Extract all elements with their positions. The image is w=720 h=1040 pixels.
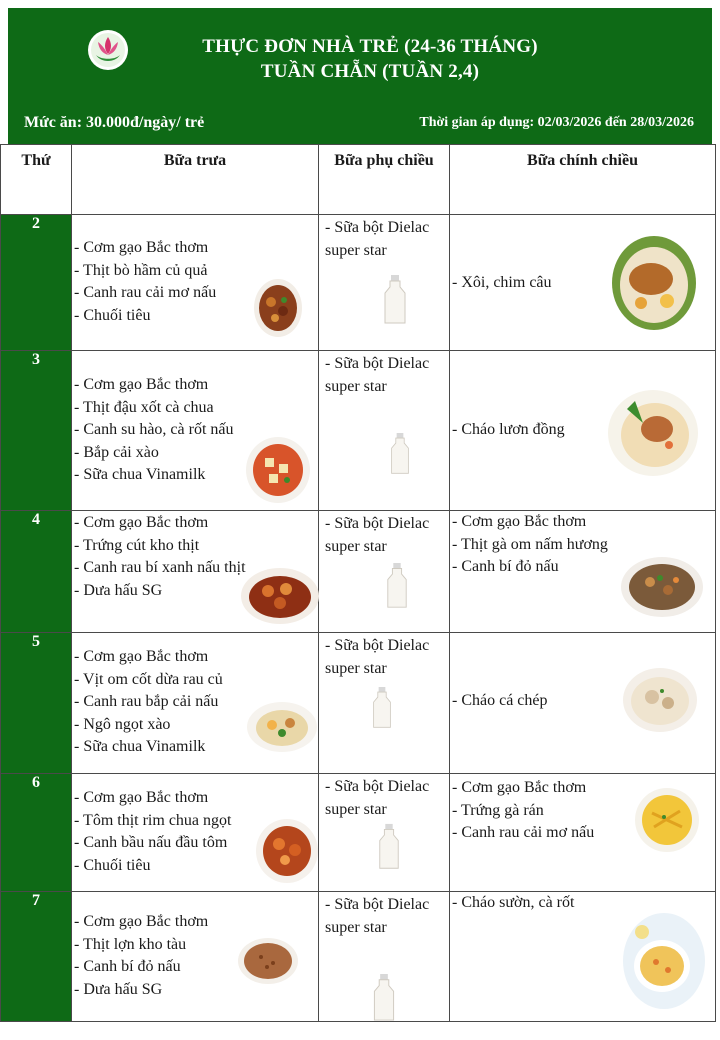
snack-item: - Sữa bột Dielac super star — [325, 778, 430, 818]
quail-egg-pork-photo — [240, 567, 320, 625]
dish-item: - Cháo sườn, cà rốt — [452, 894, 575, 911]
menu-row — [1, 892, 716, 1022]
dish-item: - Dưa hấu SG — [74, 581, 163, 599]
applicable-period: Thời gian áp dụng: 02/03/2026 đến 28/03/2026 — [419, 115, 694, 130]
dinner-cell — [450, 215, 716, 351]
dish-item: - Cơm gạo Bắc thơm — [74, 239, 209, 256]
menu-table — [0, 144, 716, 1022]
eel-porridge-photo — [607, 389, 699, 477]
snack-item: - Sữa bột Dielac super star — [325, 515, 430, 555]
lunch-cell — [72, 774, 319, 892]
snack-item: - Sữa bột Dielac super star — [325, 896, 430, 936]
chicken-mushroom-photo — [620, 556, 704, 618]
day-cell: 5 — [1, 633, 72, 774]
menu-header-row — [1, 145, 716, 215]
snack-cell — [319, 892, 450, 1022]
milk-bottle-icon — [389, 433, 411, 475]
duck-coconut-photo — [246, 701, 318, 753]
dinner-cell — [450, 633, 716, 774]
beef-stew-photo — [253, 278, 303, 338]
dish-item: - Canh rau bí xanh nấu thịt — [74, 559, 246, 576]
snack-cell — [319, 215, 450, 351]
dish-item: - Xôi, chim câu — [452, 274, 552, 291]
dish-item: - Chuối tiêu — [74, 856, 151, 874]
dish-item: - Sữa chua Vinamilk — [74, 738, 206, 755]
snack-cell — [319, 351, 450, 511]
dish-item: - Canh bầu nấu đầu tôm — [74, 834, 228, 851]
dinner-cell — [450, 511, 716, 633]
day-cell: 6 — [1, 774, 72, 892]
dish-item: - Trứng gà rán — [452, 801, 544, 819]
dish-item: - Canh rau cải mơ nấu — [74, 284, 217, 301]
milk-bottle-icon — [371, 974, 397, 1022]
dinner-cell — [450, 351, 716, 511]
dish-item: - Cơm gạo Bắc thơm — [74, 648, 209, 665]
lunch-cell — [72, 511, 319, 633]
day-cell: 3 — [1, 351, 72, 511]
snack-cell — [319, 774, 450, 892]
menu-subtitle: TUẦN CHẴN (TUẦN 2,4) — [260, 61, 480, 82]
milk-bottle-icon — [382, 275, 408, 325]
col-header-dinner: Bữa chính chiều — [450, 145, 716, 215]
col-header-lunch: Bữa trưa — [72, 145, 319, 215]
dish-item: - Vịt om cốt dừa rau củ — [74, 670, 223, 688]
milk-bottle-icon — [385, 563, 409, 609]
dish-item: - Thịt đậu xốt cà chua — [74, 398, 214, 416]
dish-item: - Tôm thịt rim chua ngọt — [74, 811, 232, 829]
dish-item: - Thịt gà om nấm hương — [452, 535, 608, 553]
col-header-snack: Bữa phụ chiều — [319, 145, 450, 215]
dish-item: - Thịt lợn kho tàu — [74, 935, 187, 953]
dish-item: - Canh rau cải mơ nấu — [452, 824, 595, 841]
dinner-cell — [450, 774, 716, 892]
dish-item: - Dưa hấu SG — [74, 980, 163, 998]
col-header-day: Thứ — [1, 145, 72, 215]
snack-cell — [319, 511, 450, 633]
menu-row — [1, 633, 716, 774]
sticky-rice-pigeon-photo — [611, 235, 697, 331]
dish-item: - Canh rau bắp cải nấu — [74, 693, 219, 710]
rib-carrot-porridge-photo — [622, 912, 706, 1010]
dish-item: - Cháo lươn đồng — [452, 421, 565, 438]
dish-item: - Canh bí đỏ nấu — [452, 558, 559, 575]
menu-title: THỰC ĐƠN NHÀ TRẺ (24-36 THÁNG) — [202, 36, 538, 57]
dish-item: - Cháo cá chép — [452, 692, 548, 709]
menu-row — [1, 511, 716, 633]
dinner-cell — [450, 892, 716, 1022]
lunch-cell — [72, 892, 319, 1022]
snack-item: - Sữa bột Dielac super star — [325, 219, 430, 259]
shrimp-pork-photo — [255, 818, 319, 884]
dish-item: - Thịt bò hầm củ quả — [74, 261, 208, 279]
snack-item: - Sữa bột Dielac super star — [325, 355, 430, 395]
braised-pork-photo — [237, 937, 299, 985]
menu-row — [1, 774, 716, 892]
dish-item: - Bắp cải xào — [74, 443, 159, 461]
lunch-cell — [72, 215, 319, 351]
fried-egg-photo — [634, 787, 700, 853]
dish-item: - Chuối tiêu — [74, 306, 151, 324]
menu-row — [1, 215, 716, 351]
day-cell: 7 — [1, 892, 72, 1022]
day-cell: 2 — [1, 215, 72, 351]
dish-item: - Cơm gạo Bắc thơm — [452, 779, 587, 796]
dish-item: - Ngô ngọt xào — [74, 715, 171, 733]
menu-row — [1, 351, 716, 511]
dish-item: - Sữa chua Vinamilk — [74, 466, 206, 483]
snack-cell — [319, 633, 450, 774]
menu-header — [8, 8, 712, 144]
dish-item: - Cơm gạo Bắc thơm — [74, 376, 209, 393]
lunch-cell — [72, 633, 319, 774]
dish-item: - Trứng cút kho thịt — [74, 536, 200, 554]
carp-porridge-photo — [622, 667, 698, 733]
milk-bottle-icon — [377, 822, 401, 872]
dish-item: - Canh bí đỏ nấu — [74, 958, 181, 975]
tofu-tomato-photo — [245, 436, 311, 504]
day-cell: 4 — [1, 511, 72, 633]
dish-item: - Cơm gạo Bắc thơm — [74, 913, 209, 930]
dish-item: - Cơm gạo Bắc thơm — [452, 513, 587, 530]
dish-item: - Canh su hào, cà rốt nấu — [74, 421, 234, 438]
lunch-cell — [72, 351, 319, 511]
meal-price: Mức ăn: 30.000đ/ngày/ trẻ — [24, 114, 205, 131]
dish-item: - Cơm gạo Bắc thơm — [74, 514, 209, 531]
milk-bottle-icon — [371, 687, 393, 729]
dish-item: - Cơm gạo Bắc thơm — [74, 789, 209, 806]
snack-item: - Sữa bột Dielac super star — [325, 637, 430, 677]
